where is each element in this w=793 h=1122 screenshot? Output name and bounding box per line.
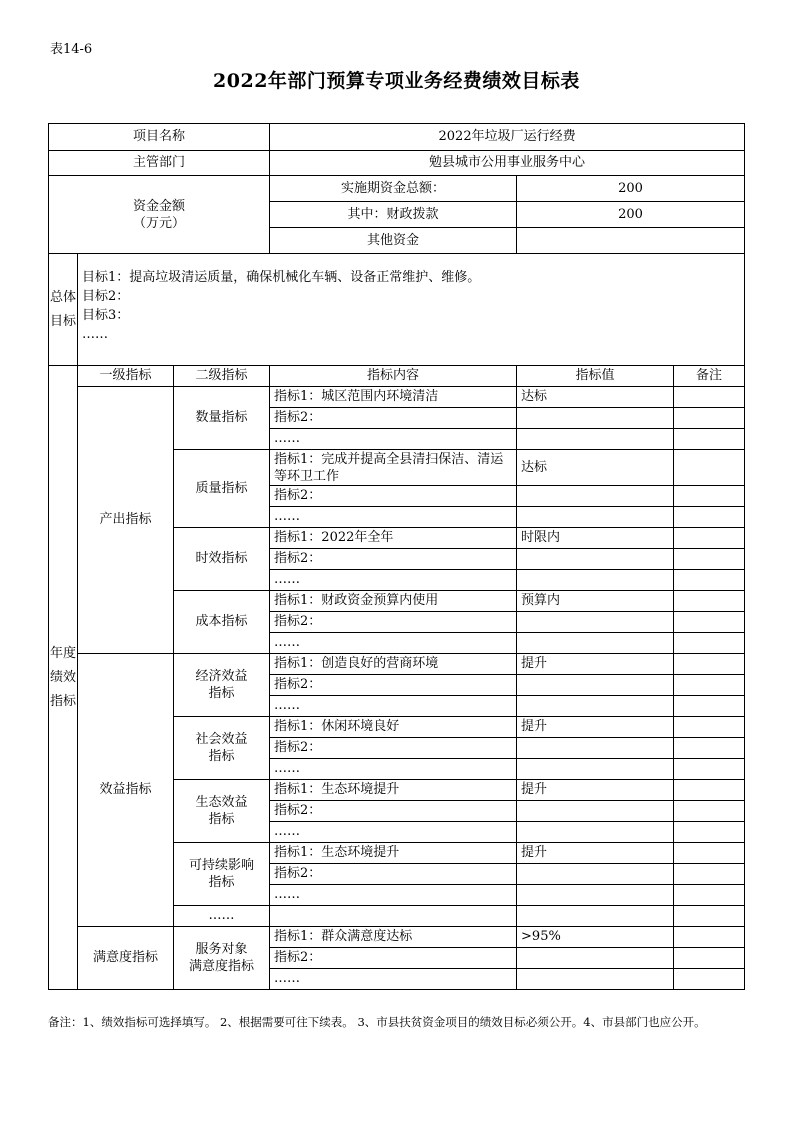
indicator-content: 指标1：2022年全年 bbox=[270, 528, 517, 549]
social-benefit-label bbox=[174, 717, 270, 780]
indicator-remark bbox=[674, 801, 745, 822]
indicator-value bbox=[517, 948, 674, 969]
indicator-remark bbox=[674, 408, 745, 429]
indicator-remark bbox=[674, 864, 745, 885]
indicator-content: …… bbox=[270, 885, 517, 906]
indicator-value bbox=[517, 570, 674, 591]
funds-other-value bbox=[517, 228, 745, 254]
indicator-value: 达标 bbox=[517, 450, 674, 486]
indicator-content: …… bbox=[270, 759, 517, 780]
footnote: 备注：1、绩效指标可选择填写。 2、根据需要可往下续表。 3、市县扶贫资金项目的绩效目标必须公开。4、市县部门也应公开。 bbox=[48, 1015, 706, 1029]
indicator-remark bbox=[674, 969, 745, 990]
indicator-value bbox=[517, 738, 674, 759]
indicator-value bbox=[517, 906, 674, 927]
indicator-value bbox=[517, 549, 674, 570]
header-level2: 二级指标 bbox=[174, 366, 270, 387]
funds-label bbox=[49, 176, 270, 254]
funds-label-line2: （万元） bbox=[133, 215, 186, 231]
indicator-remark bbox=[674, 591, 745, 612]
indicator-remark bbox=[674, 885, 745, 906]
sustainability-line1: 可持续影响 bbox=[189, 858, 255, 873]
header-level1: 一级指标 bbox=[78, 366, 174, 387]
indicator-remark bbox=[674, 570, 745, 591]
indicator-content: 指标1：群众满意度达标 bbox=[270, 927, 517, 948]
indicator-value: 预算内 bbox=[517, 591, 674, 612]
social-benefit-line1: 社会效益 bbox=[195, 732, 248, 747]
indicator-content: …… bbox=[270, 696, 517, 717]
funds-total-label: 实施期资金总额： bbox=[270, 176, 517, 202]
indicator-value: 提升 bbox=[517, 843, 674, 864]
output-indicators-label: 产出指标 bbox=[78, 387, 174, 654]
indicator-content: 指标1：生态环境提升 bbox=[270, 843, 517, 864]
indicator-content: 指标2： bbox=[270, 801, 517, 822]
indicator-content: …… bbox=[270, 570, 517, 591]
indicator-value bbox=[517, 675, 674, 696]
indicator-content: 指标1：创造良好的营商环境 bbox=[270, 654, 517, 675]
indicator-remark bbox=[674, 759, 745, 780]
service-satisfaction-line1: 服务对象 bbox=[195, 942, 248, 957]
indicator-value bbox=[517, 759, 674, 780]
economic-benefit-line2: 指标 bbox=[208, 686, 235, 701]
timeliness-indicator-label: 时效指标 bbox=[174, 528, 270, 591]
goal-item: 目标3： bbox=[82, 308, 130, 323]
indicator-content bbox=[270, 906, 517, 927]
indicator-remark bbox=[674, 387, 745, 408]
indicator-remark bbox=[674, 948, 745, 969]
economic-benefit-label bbox=[174, 654, 270, 717]
indicator-value bbox=[517, 486, 674, 507]
sustainability-label bbox=[174, 843, 270, 906]
economic-benefit-line1: 经济效益 bbox=[195, 669, 248, 684]
cost-indicator-label: 成本指标 bbox=[174, 591, 270, 654]
funds-other-label: 其他资金 bbox=[270, 228, 517, 254]
performance-table bbox=[48, 123, 745, 990]
indicator-remark bbox=[674, 738, 745, 759]
department-label: 主管部门 bbox=[49, 151, 270, 176]
indicator-value bbox=[517, 885, 674, 906]
indicator-value bbox=[517, 633, 674, 654]
indicator-content: 指标1：财政资金预算内使用 bbox=[270, 591, 517, 612]
indicator-remark bbox=[674, 549, 745, 570]
indicator-remark bbox=[674, 696, 745, 717]
goal-item: …… bbox=[82, 327, 108, 342]
indicator-content: 指标1：城区范围内环境清洁 bbox=[270, 387, 517, 408]
ecological-benefit-line2: 指标 bbox=[208, 812, 235, 827]
indicator-value bbox=[517, 822, 674, 843]
indicator-remark bbox=[674, 450, 745, 486]
funds-label-line1: 资金金额 bbox=[133, 198, 186, 214]
indicator-content: 指标2： bbox=[270, 408, 517, 429]
quality-indicator-label: 质量指标 bbox=[174, 450, 270, 528]
indicator-content: 指标2： bbox=[270, 738, 517, 759]
indicator-value bbox=[517, 969, 674, 990]
indicator-content: …… bbox=[270, 429, 517, 450]
indicator-value bbox=[517, 801, 674, 822]
indicator-content: 指标2： bbox=[270, 549, 517, 570]
service-satisfaction-line2: 满意度指标 bbox=[189, 959, 255, 974]
overall-goals-content bbox=[78, 254, 745, 366]
indicator-remark bbox=[674, 822, 745, 843]
funds-total-value: 200 bbox=[517, 176, 745, 202]
indicator-remark bbox=[674, 717, 745, 738]
indicator-content: 指标2： bbox=[270, 864, 517, 885]
indicator-value: 达标 bbox=[517, 387, 674, 408]
header-content: 指标内容 bbox=[270, 366, 517, 387]
sustainability-line2: 指标 bbox=[208, 875, 235, 890]
indicator-value bbox=[517, 429, 674, 450]
indicator-remark bbox=[674, 927, 745, 948]
indicator-value bbox=[517, 612, 674, 633]
project-name-label: 项目名称 bbox=[49, 124, 270, 151]
satisfaction-indicators-label: 满意度指标 bbox=[78, 927, 174, 990]
form-number: 表14-6 bbox=[50, 42, 93, 57]
ecological-benefit-label bbox=[174, 780, 270, 843]
indicator-value bbox=[517, 408, 674, 429]
funds-fiscal-label: 其中：财政拨款 bbox=[270, 202, 517, 228]
indicator-content: …… bbox=[270, 507, 517, 528]
indicator-remark bbox=[674, 633, 745, 654]
indicator-content: …… bbox=[270, 633, 517, 654]
indicator-remark bbox=[674, 507, 745, 528]
benefit-indicators-label: 效益指标 bbox=[78, 654, 174, 927]
indicator-value: >95% bbox=[517, 927, 674, 948]
indicator-value: 提升 bbox=[517, 654, 674, 675]
header-remark: 备注 bbox=[674, 366, 745, 387]
indicator-content: 指标2： bbox=[270, 486, 517, 507]
indicator-remark bbox=[674, 843, 745, 864]
funds-fiscal-value: 200 bbox=[517, 202, 745, 228]
indicator-value: 时限内 bbox=[517, 528, 674, 549]
service-satisfaction-label bbox=[174, 927, 270, 990]
indicator-remark bbox=[674, 486, 745, 507]
project-name-value: 2022年垃圾厂运行经费 bbox=[270, 124, 745, 151]
indicator-remark bbox=[674, 528, 745, 549]
indicator-content: 指标1：完成并提高全县清扫保洁、清运等环卫工作 bbox=[270, 450, 517, 486]
indicator-content: 指标2： bbox=[270, 612, 517, 633]
indicator-value bbox=[517, 864, 674, 885]
overall-goals-label: 总体目标 bbox=[49, 254, 78, 366]
quantity-indicator-label: 数量指标 bbox=[174, 387, 270, 450]
indicator-content: 指标1：休闲环境良好 bbox=[270, 717, 517, 738]
indicator-content: 指标2： bbox=[270, 675, 517, 696]
social-benefit-line2: 指标 bbox=[208, 749, 235, 764]
indicator-remark bbox=[674, 906, 745, 927]
indicator-value bbox=[517, 507, 674, 528]
goal-item: 目标1：提高垃圾清运质量，确保机械化车辆、设备正常维护、维修。 bbox=[82, 270, 481, 285]
header-value: 指标值 bbox=[517, 366, 674, 387]
indicator-content: …… bbox=[270, 822, 517, 843]
indicator-remark bbox=[674, 429, 745, 450]
indicator-content: 指标2： bbox=[270, 948, 517, 969]
indicator-remark bbox=[674, 675, 745, 696]
indicator-remark bbox=[674, 780, 745, 801]
indicator-value: 提升 bbox=[517, 717, 674, 738]
goal-item: 目标2： bbox=[82, 289, 130, 304]
ecological-benefit-line1: 生态效益 bbox=[195, 795, 248, 810]
indicator-value: 提升 bbox=[517, 780, 674, 801]
annual-indicators-label: 年度绩效指标 bbox=[49, 366, 78, 990]
indicator-remark bbox=[674, 654, 745, 675]
indicator-content: …… bbox=[270, 969, 517, 990]
page-title: 2022年部门预算专项业务经费绩效目标表 bbox=[213, 70, 580, 92]
department-value: 勉县城市公用事业服务中心 bbox=[270, 151, 745, 176]
indicator-value bbox=[517, 696, 674, 717]
benefit-ellipsis: …… bbox=[174, 906, 270, 927]
indicator-remark bbox=[674, 612, 745, 633]
indicator-content: 指标1：生态环境提升 bbox=[270, 780, 517, 801]
